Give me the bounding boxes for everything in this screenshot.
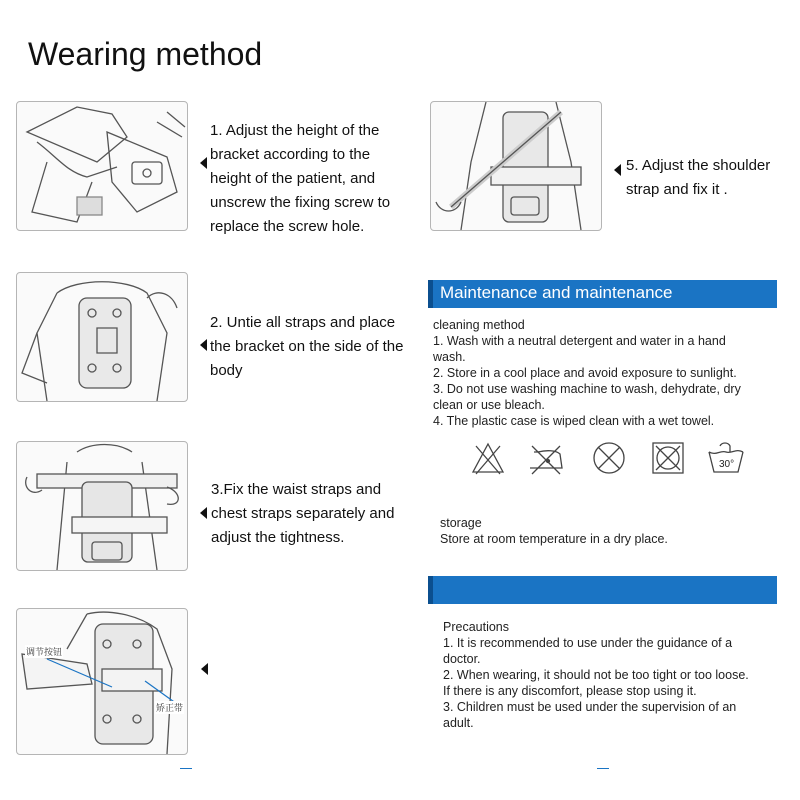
step4-image bbox=[16, 608, 188, 755]
correction-strap-label: 矫正带 bbox=[156, 703, 184, 713]
step3-image bbox=[16, 441, 188, 571]
maintenance-header: Maintenance and maintenance bbox=[440, 283, 673, 302]
step3-pointer-icon bbox=[200, 507, 207, 519]
step1-text: 1. Adjust the height of the bracket according to the height of the patient, and unscrew the fixing screw to replace the screw hole. bbox=[210, 122, 391, 235]
step5-pointer-icon bbox=[614, 164, 621, 176]
step5-image bbox=[430, 101, 602, 231]
footer-mark-right bbox=[597, 768, 609, 769]
page-title: Wearing method bbox=[28, 36, 263, 72]
storage-title: storage bbox=[440, 516, 482, 530]
step2-text: 2. Untie all straps and place the bracket on the side of the body bbox=[210, 314, 404, 379]
cleaning-title: cleaning method bbox=[433, 318, 525, 332]
wash-temperature: 30° bbox=[719, 459, 735, 470]
adjust-button-label: 调节按钮 bbox=[26, 647, 63, 657]
no-bleach-icon bbox=[470, 440, 506, 476]
maintenance-header-bar bbox=[428, 280, 777, 308]
no-tumble-dry-icon bbox=[591, 440, 627, 476]
storage-section bbox=[440, 515, 780, 547]
no-iron-icon bbox=[526, 440, 566, 476]
precautions-section: Precautions 1. It is recommended to use under the guidance of a doctor. 2. When wearing, it should not be too tight or too loose. If there is any discomfort, please stop using it. 3. Children must be used under the supervision of an adult. bbox=[443, 619, 783, 731]
precautions-header-bar bbox=[428, 576, 777, 604]
step3-text: 3.Fix the waist straps and chest straps separately and adjust the tightness. bbox=[211, 481, 395, 546]
cleaning-method-section: cleaning method 1. Wash with a neutral detergent and water in a hand wash. 2. Store in a cool place and avoid exposure to sunlight. 3. Do not use washing machine to wash, dehydrate, dry clean or use bleach. 4. The plastic case is wiped clean with a wet towel. bbox=[433, 317, 773, 429]
step1-pointer-icon bbox=[200, 157, 207, 169]
step2-image bbox=[16, 272, 188, 402]
footer-mark-left bbox=[180, 768, 192, 769]
step5-text: 5. Adjust the shoulder strap and fix it . bbox=[626, 157, 771, 198]
precautions-title: Precautions bbox=[443, 620, 510, 634]
storage-text: Store at room temperature in a dry place. bbox=[440, 532, 668, 546]
no-dry-clean-icon bbox=[650, 440, 686, 476]
step1-image bbox=[16, 101, 188, 231]
step4-pointer-icon bbox=[201, 663, 208, 675]
step2-pointer-icon bbox=[200, 339, 207, 351]
